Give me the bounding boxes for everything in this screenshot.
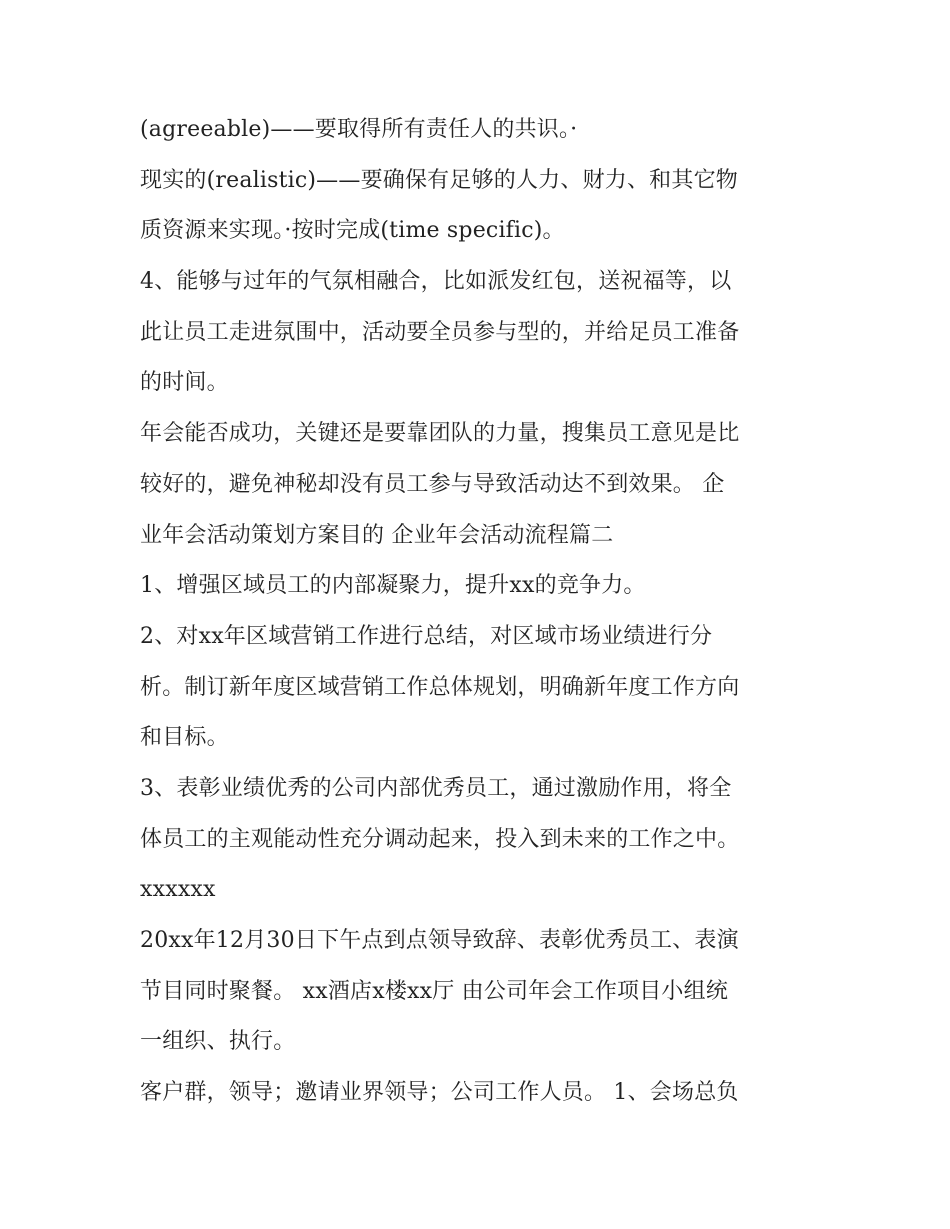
- text-line: 年会能否成功，关键还是要靠团队的力量，搜集员工意见是比: [140, 421, 740, 447]
- text-line: 的时间。: [140, 370, 229, 396]
- text-line: 业年会活动策划方案目的 企业年会活动流程篇二: [140, 522, 614, 548]
- text-line: 2、对xx年区域营销工作进行总结，对区域市场业绩进行分: [140, 623, 713, 649]
- text-line: 质资源来实现。·按时完成(time specific)。: [140, 218, 565, 244]
- text-line: 较好的，避免神秘却没有员工参与导致活动达不到效果。 企: [140, 471, 725, 497]
- text-line: 20xx年12月30日下午点到点领导致辞、表彰优秀员工、表演: [140, 928, 739, 953]
- text-line: 1、增强区域员工的内部凝聚力，提升xx的竞争力。: [140, 573, 646, 599]
- document-body: [140, 105, 820, 1119]
- text-line: xxxxxx: [140, 877, 216, 903]
- text-line: 现实的(realistic)——要确保有足够的人力、财力、和其它物: [140, 167, 738, 193]
- text-line: 3、表彰业绩优秀的公司内部优秀员工，通过激励作用，将全: [140, 775, 732, 801]
- text-line: 4、能够与过年的气氛相融合，比如派发红包，送祝福等，以: [140, 269, 732, 295]
- text-line: 客户群，领导；邀请业界领导；公司工作人员。 1、会场总负: [140, 1080, 739, 1106]
- text-line: 析。制订新年度区域营销工作总体规划，明确新年度工作方向: [140, 674, 740, 700]
- text-line: 一组织、执行。: [140, 1029, 296, 1055]
- text-line: 和目标。: [140, 725, 229, 751]
- text-line: 此让员工走进氛围中，活动要全员参与型的，并给足员工准备: [140, 319, 740, 345]
- text-line: (agreeable)——要取得所有责任人的共识。·: [140, 117, 578, 142]
- text-line: 体员工的主观能动性充分调动起来，投入到未来的工作之中。: [140, 826, 740, 852]
- text-line: 节目同时聚餐。 xx酒店x楼xx厅 由公司年会工作项目小组统: [140, 978, 729, 1004]
